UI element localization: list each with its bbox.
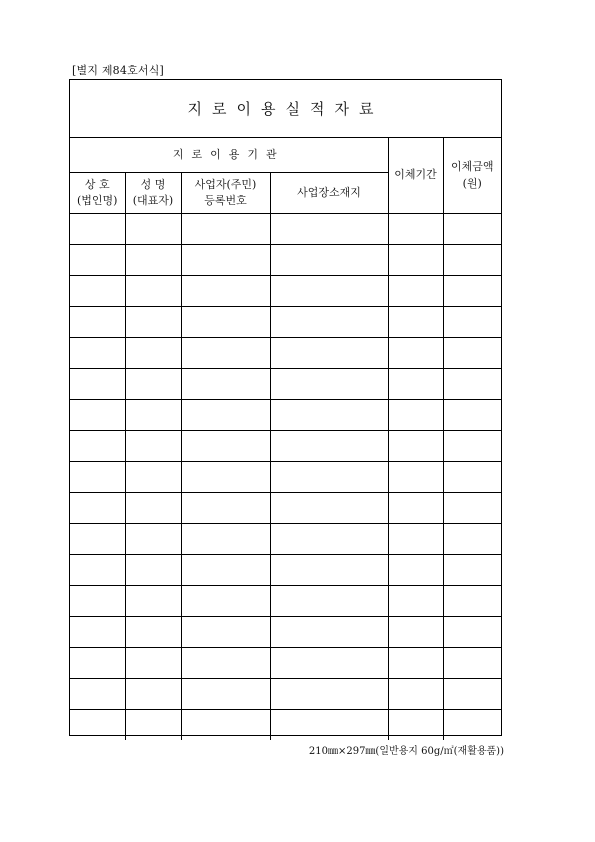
- table-cell[interactable]: [388, 493, 443, 524]
- table-cell[interactable]: [388, 586, 443, 617]
- table-cell[interactable]: [70, 555, 125, 586]
- table-cell[interactable]: [388, 214, 443, 245]
- table-cell[interactable]: [270, 555, 388, 586]
- table-cell[interactable]: [181, 245, 270, 276]
- table-cell[interactable]: [443, 338, 501, 369]
- table-cell[interactable]: [70, 369, 125, 400]
- table-cell[interactable]: [443, 493, 501, 524]
- table-cell[interactable]: [125, 431, 181, 462]
- form-table-frame: [69, 79, 502, 736]
- table-cell[interactable]: [70, 214, 125, 245]
- table-row: [70, 462, 501, 493]
- table-cell[interactable]: [181, 276, 270, 307]
- table-cell[interactable]: [70, 679, 125, 710]
- table-cell[interactable]: [125, 276, 181, 307]
- company-header-sub: (법인명): [77, 194, 118, 207]
- table-cell[interactable]: [70, 586, 125, 617]
- table-cell[interactable]: [443, 276, 501, 307]
- group-header: 지로이용기관: [70, 138, 388, 173]
- table-cell[interactable]: [125, 555, 181, 586]
- address-header: 사업장소재지: [270, 173, 388, 214]
- table-cell[interactable]: [70, 493, 125, 524]
- table-row: [70, 276, 501, 307]
- table-cell[interactable]: [125, 648, 181, 679]
- table-cell[interactable]: [125, 338, 181, 369]
- company-header: [70, 173, 125, 214]
- table-cell[interactable]: [388, 648, 443, 679]
- table-cell[interactable]: [443, 555, 501, 586]
- table-cell[interactable]: [270, 369, 388, 400]
- table-cell[interactable]: [443, 214, 501, 245]
- table-cell[interactable]: [70, 400, 125, 431]
- table-cell[interactable]: [125, 679, 181, 710]
- table-cell[interactable]: [270, 493, 388, 524]
- table-cell[interactable]: [70, 462, 125, 493]
- table-cell[interactable]: [270, 524, 388, 555]
- table-cell[interactable]: [388, 431, 443, 462]
- table-cell[interactable]: [270, 276, 388, 307]
- table-cell[interactable]: [181, 369, 270, 400]
- form-number: [별지 제84호서식]: [72, 64, 165, 77]
- table-row: [70, 338, 501, 369]
- table-cell[interactable]: [270, 586, 388, 617]
- table-row: [70, 431, 501, 462]
- table-cell[interactable]: [443, 679, 501, 710]
- table-cell[interactable]: [181, 524, 270, 555]
- table-cell[interactable]: [70, 307, 125, 338]
- table-cell[interactable]: [125, 400, 181, 431]
- table-cell[interactable]: [270, 710, 388, 741]
- regno-header-label: 사업자(주민): [194, 177, 257, 191]
- table-cell[interactable]: [270, 245, 388, 276]
- table-cell[interactable]: [70, 710, 125, 741]
- table-cell[interactable]: [125, 493, 181, 524]
- table-cell[interactable]: [388, 338, 443, 369]
- table-cell[interactable]: [125, 245, 181, 276]
- period-header: 이체기간: [388, 138, 443, 214]
- table-cell[interactable]: [270, 462, 388, 493]
- table-cell[interactable]: [443, 369, 501, 400]
- table-cell[interactable]: [270, 679, 388, 710]
- table-cell[interactable]: [125, 586, 181, 617]
- amount-header: [443, 138, 501, 214]
- table-cell[interactable]: [443, 710, 501, 741]
- table-cell[interactable]: [181, 555, 270, 586]
- table-cell[interactable]: [388, 617, 443, 648]
- table-cell[interactable]: [125, 462, 181, 493]
- amount-header-unit: (원): [462, 176, 482, 190]
- table-cell[interactable]: [70, 245, 125, 276]
- table-cell[interactable]: [181, 648, 270, 679]
- table-cell[interactable]: [181, 400, 270, 431]
- table-cell[interactable]: [181, 679, 270, 710]
- table-cell[interactable]: [388, 400, 443, 431]
- table-cell[interactable]: [125, 369, 181, 400]
- table-cell[interactable]: [443, 245, 501, 276]
- table-cell[interactable]: [270, 648, 388, 679]
- table-cell[interactable]: [388, 524, 443, 555]
- table-cell[interactable]: [70, 276, 125, 307]
- regno-header-sub: 등록번호: [204, 194, 247, 207]
- table-row: [70, 214, 501, 245]
- table-row: [70, 400, 501, 431]
- table-cell[interactable]: [181, 710, 270, 741]
- table-cell[interactable]: [181, 431, 270, 462]
- table-cell[interactable]: [125, 307, 181, 338]
- table-cell[interactable]: [181, 586, 270, 617]
- name-header-label: 성 명: [140, 177, 166, 191]
- table-cell[interactable]: [125, 214, 181, 245]
- table-cell[interactable]: [388, 276, 443, 307]
- table-cell[interactable]: [270, 400, 388, 431]
- table-cell[interactable]: [388, 307, 443, 338]
- table-cell[interactable]: [443, 431, 501, 462]
- table-cell[interactable]: [388, 245, 443, 276]
- table-cell[interactable]: [270, 307, 388, 338]
- table-cell[interactable]: [443, 586, 501, 617]
- table-cell[interactable]: [388, 679, 443, 710]
- table-cell[interactable]: [388, 369, 443, 400]
- table-cell[interactable]: [181, 493, 270, 524]
- table-cell[interactable]: [270, 617, 388, 648]
- table-cell[interactable]: [125, 710, 181, 741]
- table-cell[interactable]: [70, 648, 125, 679]
- table-row: [70, 524, 501, 555]
- table-cell[interactable]: [70, 338, 125, 369]
- table-row: [70, 369, 501, 400]
- table-cell[interactable]: [270, 338, 388, 369]
- table-cell[interactable]: [443, 307, 501, 338]
- table-cell[interactable]: [125, 617, 181, 648]
- table-row: [70, 307, 501, 338]
- table-row: [70, 617, 501, 648]
- table-cell[interactable]: [181, 462, 270, 493]
- table-cell[interactable]: [388, 710, 443, 741]
- table-cell[interactable]: [443, 617, 501, 648]
- table-cell[interactable]: [270, 431, 388, 462]
- regno-header: [181, 173, 270, 214]
- table-cell[interactable]: [125, 524, 181, 555]
- table-cell[interactable]: [181, 214, 270, 245]
- paper-spec-note: 210㎜×297㎜(일반용지 60g/㎡(재활용품)): [308, 746, 504, 757]
- table-cell[interactable]: [70, 524, 125, 555]
- amount-header-label: 이체금액: [450, 160, 494, 173]
- table-cell[interactable]: [443, 524, 501, 555]
- table-row: [70, 679, 501, 710]
- name-header-sub: (대표자): [132, 194, 174, 207]
- table-cell[interactable]: [181, 617, 270, 648]
- table-row: [70, 586, 501, 617]
- table-row: [70, 648, 501, 679]
- company-header-label: 상 호: [84, 177, 110, 191]
- table-cell[interactable]: [388, 555, 443, 586]
- table-cell[interactable]: [181, 338, 270, 369]
- table-cell[interactable]: [443, 648, 501, 679]
- table-cell[interactable]: [443, 400, 501, 431]
- table-row: [70, 555, 501, 586]
- table-cell[interactable]: [270, 214, 388, 245]
- table-row: [70, 245, 501, 276]
- table-cell[interactable]: [388, 462, 443, 493]
- table-cell[interactable]: [181, 307, 270, 338]
- table-cell[interactable]: [70, 431, 125, 462]
- form-title: 지로이용실적자료: [70, 80, 501, 138]
- table-cell[interactable]: [70, 617, 125, 648]
- name-header: [125, 173, 181, 214]
- table-row: [70, 710, 501, 741]
- table-cell[interactable]: [443, 462, 501, 493]
- data-table: [70, 137, 501, 740]
- table-row: [70, 493, 501, 524]
